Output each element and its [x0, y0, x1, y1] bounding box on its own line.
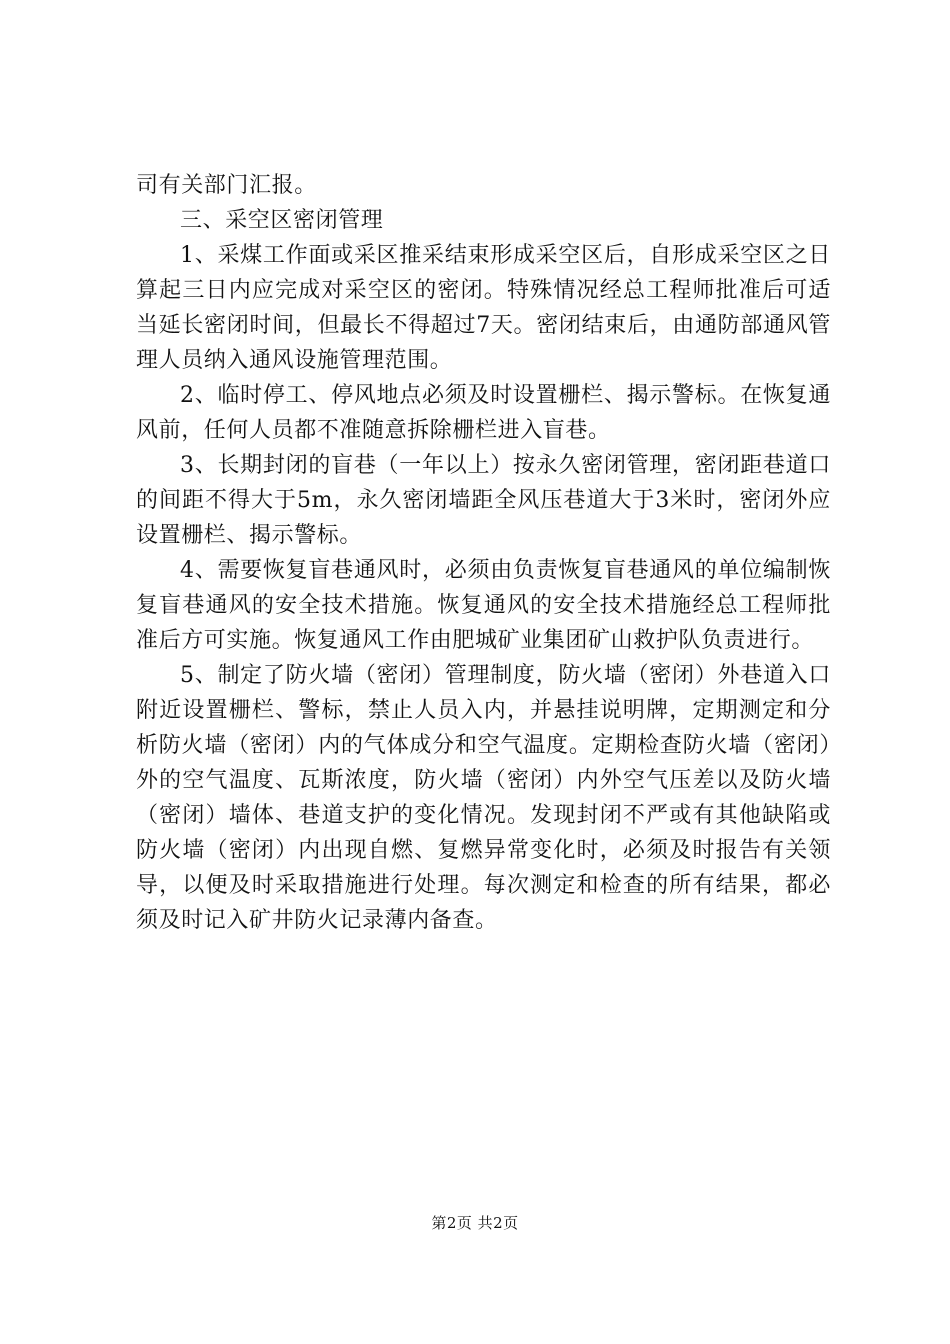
paragraph-item-2: 2、临时停工、停风地点必须及时设置栅栏、揭示警标。在恢复通风前，任何人员都不准随意拆除栅栏进入盲巷。: [136, 383, 831, 443]
section-heading: 三、采空区密闭管理: [180, 208, 384, 233]
paragraph-item-5: 5、制定了防火墙（密闭）管理制度，防火墙（密闭）外巷道入口附近设置栅栏、警标，禁止人员入内，并悬挂说明牌，定期测定和分析防火墙（密闭）内的气体成分和空气温度。定期检查防火墙（密闭）外的空气温度、瓦斯浓度，防火墙（密闭）内外空气压差以及防火墙（密闭）墙体、巷道支护的变化情况。发现封闭不严或有其他缺陷或防火墙（密闭）内出现自燃、复燃异常变化时，必须及时报告有关领导，以便及时采取措施进行处理。每次测定和检查的所有结果，都必须及时记入矿井防火记录薄内备查。: [136, 663, 831, 933]
paragraph-item-1: 1、采煤工作面或采区推采结束形成采空区后，自形成采空区之日算起三日内应完成对采空区的密闭。特殊情况经总工程师批准后可适当延长密闭时间，但最长不得超过7天。密闭结束后，由通防部通风管理人员纳入通风设施管理范围。: [136, 243, 831, 373]
paragraph-continuation: 司有关部门汇报。: [136, 173, 317, 198]
document-body: [136, 168, 831, 938]
page-number-footer: 第2页 共2页: [431, 1214, 519, 1232]
paragraph-item-3: 3、长期封闭的盲巷（一年以上）按永久密闭管理，密闭距巷道口的间距不得大于5m，永久密闭墙距全风压巷道大于3米时，密闭外应设置栅栏、揭示警标。: [136, 453, 831, 548]
paragraph-item-4: 4、需要恢复盲巷通风时，必须由负责恢复盲巷通风的单位编制恢复盲巷通风的安全技术措施。恢复通风的安全技术措施经总工程师批准后方可实施。恢复通风工作由肥城矿业集团矿山救护队负责进行。: [136, 558, 831, 653]
